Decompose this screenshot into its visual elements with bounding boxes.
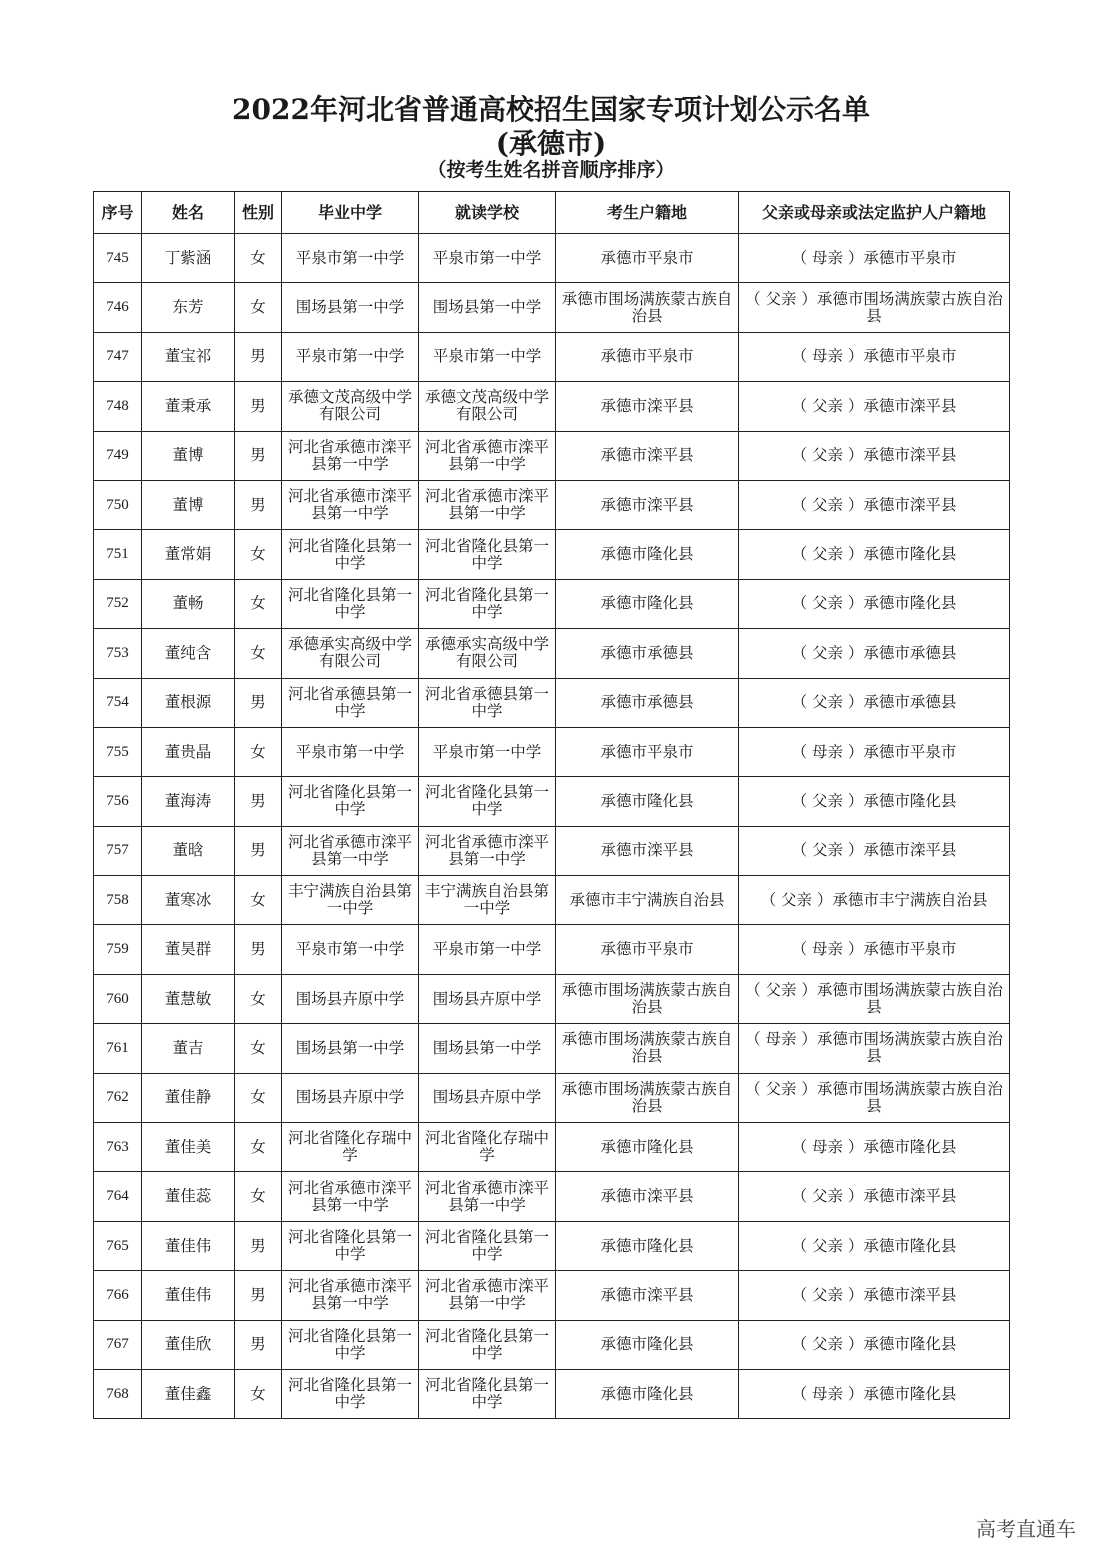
table-row bbox=[94, 1123, 1010, 1172]
gender-cell: 女 bbox=[235, 1369, 282, 1418]
gender-cell: 男 bbox=[235, 431, 282, 480]
table-row bbox=[94, 876, 1010, 925]
graduated-school-cell: 丰宁满族自治县第一中学 bbox=[282, 876, 419, 925]
current-school-cell: 围场县卉原中学 bbox=[419, 974, 556, 1023]
graduated-school-cell: 河北省隆化县第一中学 bbox=[282, 530, 419, 579]
guardian-household-cell: （ 母亲 ）承德市平泉市 bbox=[739, 234, 1010, 283]
current-school-cell: 河北省承德市滦平县第一中学 bbox=[419, 431, 556, 480]
table-row bbox=[94, 1320, 1010, 1369]
row-number-cell: 749 bbox=[94, 431, 142, 480]
graduated-school-cell: 平泉市第一中学 bbox=[282, 332, 419, 381]
guardian-household-cell: （ 父亲 ）承德市滦平县 bbox=[739, 382, 1010, 431]
column-header: 毕业中学 bbox=[282, 192, 419, 234]
row-number-cell: 768 bbox=[94, 1369, 142, 1418]
guardian-household-cell: （ 父亲 ）承德市承德县 bbox=[739, 629, 1010, 678]
student-household-cell: 承德市围场满族蒙古族自治县 bbox=[556, 1073, 739, 1122]
gender-cell: 女 bbox=[235, 1172, 282, 1221]
gender-cell: 男 bbox=[235, 678, 282, 727]
table-row bbox=[94, 283, 1010, 332]
student-household-cell: 承德市平泉市 bbox=[556, 332, 739, 381]
gender-cell: 男 bbox=[235, 826, 282, 875]
guardian-household-cell: （ 父亲 ）承德市滦平县 bbox=[739, 826, 1010, 875]
row-number-cell: 767 bbox=[94, 1320, 142, 1369]
student-name-cell: 董贵晶 bbox=[142, 727, 235, 776]
graduated-school-cell: 河北省承德市滦平县第一中学 bbox=[282, 480, 419, 529]
current-school-cell: 河北省承德市滦平县第一中学 bbox=[419, 1172, 556, 1221]
student-household-cell: 承德市滦平县 bbox=[556, 1271, 739, 1320]
column-header: 姓名 bbox=[142, 192, 235, 234]
gender-cell: 男 bbox=[235, 925, 282, 974]
gender-cell: 男 bbox=[235, 1320, 282, 1369]
row-number-cell: 765 bbox=[94, 1221, 142, 1270]
row-number-cell: 755 bbox=[94, 727, 142, 776]
student-name-cell: 丁紫涵 bbox=[142, 234, 235, 283]
gender-cell: 女 bbox=[235, 234, 282, 283]
guardian-household-cell: （ 父亲 ）承德市隆化县 bbox=[739, 1320, 1010, 1369]
current-school-cell: 平泉市第一中学 bbox=[419, 332, 556, 381]
table-row bbox=[94, 826, 1010, 875]
student-household-cell: 承德市围场满族蒙古族自治县 bbox=[556, 283, 739, 332]
student-household-cell: 承德市围场满族蒙古族自治县 bbox=[556, 974, 739, 1023]
row-number-cell: 747 bbox=[94, 332, 142, 381]
table-row bbox=[94, 1073, 1010, 1122]
row-number-cell: 752 bbox=[94, 579, 142, 628]
current-school-cell: 河北省隆化县第一中学 bbox=[419, 579, 556, 628]
student-name-cell: 董佳静 bbox=[142, 1073, 235, 1122]
table-row bbox=[94, 332, 1010, 381]
row-number-cell: 761 bbox=[94, 1024, 142, 1073]
sort-note: （按考生姓名拼音顺序排序） bbox=[427, 159, 675, 181]
graduated-school-cell: 平泉市第一中学 bbox=[282, 727, 419, 776]
student-household-cell: 承德市隆化县 bbox=[556, 1123, 739, 1172]
row-number-cell: 750 bbox=[94, 480, 142, 529]
row-number-cell: 745 bbox=[94, 234, 142, 283]
table-row bbox=[94, 727, 1010, 776]
gender-cell: 男 bbox=[235, 777, 282, 826]
guardian-household-cell: （ 母亲 ）承德市隆化县 bbox=[739, 1123, 1010, 1172]
table-row bbox=[94, 234, 1010, 283]
current-school-cell: 河北省隆化存瑞中学 bbox=[419, 1123, 556, 1172]
column-header: 序号 bbox=[94, 192, 142, 234]
gender-cell: 男 bbox=[235, 1221, 282, 1270]
student-name-cell: 董佳蕊 bbox=[142, 1172, 235, 1221]
current-school-cell: 河北省隆化县第一中学 bbox=[419, 1221, 556, 1270]
table-row bbox=[94, 777, 1010, 826]
student-name-cell: 董寒冰 bbox=[142, 876, 235, 925]
current-school-cell: 围场县第一中学 bbox=[419, 1024, 556, 1073]
graduated-school-cell: 围场县第一中学 bbox=[282, 1024, 419, 1073]
roster-table bbox=[93, 191, 1010, 1419]
graduated-school-cell: 河北省隆化县第一中学 bbox=[282, 579, 419, 628]
student-name-cell: 董昊群 bbox=[142, 925, 235, 974]
student-household-cell: 承德市承德县 bbox=[556, 678, 739, 727]
guardian-household-cell: （ 父亲 ）承德市丰宁满族自治县 bbox=[739, 876, 1010, 925]
student-name-cell: 董慧敏 bbox=[142, 974, 235, 1023]
student-household-cell: 承德市平泉市 bbox=[556, 925, 739, 974]
student-name-cell: 东芳 bbox=[142, 283, 235, 332]
current-school-cell: 河北省承德市滦平县第一中学 bbox=[419, 1271, 556, 1320]
current-school-cell: 平泉市第一中学 bbox=[419, 234, 556, 283]
gender-cell: 男 bbox=[235, 382, 282, 431]
student-household-cell: 承德市平泉市 bbox=[556, 234, 739, 283]
gender-cell: 男 bbox=[235, 480, 282, 529]
graduated-school-cell: 围场县卉原中学 bbox=[282, 1073, 419, 1122]
row-number-cell: 754 bbox=[94, 678, 142, 727]
student-household-cell: 承德市平泉市 bbox=[556, 727, 739, 776]
gender-cell: 女 bbox=[235, 629, 282, 678]
current-school-cell: 河北省承德县第一中学 bbox=[419, 678, 556, 727]
student-name-cell: 董常娟 bbox=[142, 530, 235, 579]
student-name-cell: 董纯含 bbox=[142, 629, 235, 678]
row-number-cell: 766 bbox=[94, 1271, 142, 1320]
student-household-cell: 承德市围场满族蒙古族自治县 bbox=[556, 1024, 739, 1073]
student-name-cell: 董畅 bbox=[142, 579, 235, 628]
student-household-cell: 承德市滦平县 bbox=[556, 826, 739, 875]
student-household-cell: 承德市滦平县 bbox=[556, 431, 739, 480]
table-row bbox=[94, 530, 1010, 579]
current-school-cell: 围场县第一中学 bbox=[419, 283, 556, 332]
guardian-household-cell: （ 父亲 ）承德市隆化县 bbox=[739, 579, 1010, 628]
graduated-school-cell: 河北省隆化县第一中学 bbox=[282, 1320, 419, 1369]
row-number-cell: 762 bbox=[94, 1073, 142, 1122]
current-school-cell: 承德承实高级中学有限公司 bbox=[419, 629, 556, 678]
student-name-cell: 董佳伟 bbox=[142, 1271, 235, 1320]
table-body bbox=[94, 234, 1010, 1419]
student-name-cell: 董吉 bbox=[142, 1024, 235, 1073]
row-number-cell: 763 bbox=[94, 1123, 142, 1172]
gender-cell: 男 bbox=[235, 332, 282, 381]
guardian-household-cell: （ 母亲 ）承德市平泉市 bbox=[739, 925, 1010, 974]
student-name-cell: 董宝祁 bbox=[142, 332, 235, 381]
document-subtitle: (承德市) bbox=[495, 127, 607, 160]
row-number-cell: 760 bbox=[94, 974, 142, 1023]
student-household-cell: 承德市隆化县 bbox=[556, 579, 739, 628]
table-row bbox=[94, 974, 1010, 1023]
student-name-cell: 董博 bbox=[142, 431, 235, 480]
gender-cell: 女 bbox=[235, 1123, 282, 1172]
table-row bbox=[94, 678, 1010, 727]
gender-cell: 女 bbox=[235, 283, 282, 332]
watermark-text: 高考直通车 bbox=[976, 1517, 1076, 1541]
guardian-household-cell: （ 父亲 ）承德市承德县 bbox=[739, 678, 1010, 727]
current-school-cell: 河北省隆化县第一中学 bbox=[419, 777, 556, 826]
student-name-cell: 董海涛 bbox=[142, 777, 235, 826]
gender-cell: 女 bbox=[235, 579, 282, 628]
guardian-household-cell: （ 父亲 ）承德市滦平县 bbox=[739, 431, 1010, 480]
student-household-cell: 承德市滦平县 bbox=[556, 480, 739, 529]
guardian-household-cell: （ 母亲 ）承德市平泉市 bbox=[739, 332, 1010, 381]
current-school-cell: 河北省隆化县第一中学 bbox=[419, 1369, 556, 1418]
row-number-cell: 753 bbox=[94, 629, 142, 678]
graduated-school-cell: 承德文茂高级中学有限公司 bbox=[282, 382, 419, 431]
column-header: 就读学校 bbox=[419, 192, 556, 234]
graduated-school-cell: 河北省承德县第一中学 bbox=[282, 678, 419, 727]
guardian-household-cell: （ 父亲 ）承德市围场满族蒙古族自治县 bbox=[739, 1073, 1010, 1122]
graduated-school-cell: 承德承实高级中学有限公司 bbox=[282, 629, 419, 678]
guardian-household-cell: （ 父亲 ）承德市隆化县 bbox=[739, 530, 1010, 579]
student-name-cell: 董佳鑫 bbox=[142, 1369, 235, 1418]
row-number-cell: 746 bbox=[94, 283, 142, 332]
gender-cell: 女 bbox=[235, 876, 282, 925]
student-name-cell: 董秉承 bbox=[142, 382, 235, 431]
current-school-cell: 平泉市第一中学 bbox=[419, 925, 556, 974]
document-title: 2022年河北省普通高校招生国家专项计划公示名单 bbox=[232, 93, 870, 126]
student-name-cell: 董根源 bbox=[142, 678, 235, 727]
table-row bbox=[94, 1172, 1010, 1221]
student-name-cell: 董佳欣 bbox=[142, 1320, 235, 1369]
student-household-cell: 承德市隆化县 bbox=[556, 530, 739, 579]
student-name-cell: 董晗 bbox=[142, 826, 235, 875]
guardian-household-cell: （ 母亲 ）承德市隆化县 bbox=[739, 1369, 1010, 1418]
table-row bbox=[94, 1369, 1010, 1418]
gender-cell: 男 bbox=[235, 1271, 282, 1320]
row-number-cell: 757 bbox=[94, 826, 142, 875]
student-household-cell: 承德市隆化县 bbox=[556, 1320, 739, 1369]
guardian-household-cell: （ 父亲 ）承德市围场满族蒙古族自治县 bbox=[739, 283, 1010, 332]
table-row bbox=[94, 1221, 1010, 1270]
graduated-school-cell: 河北省承德市滦平县第一中学 bbox=[282, 826, 419, 875]
row-number-cell: 759 bbox=[94, 925, 142, 974]
gender-cell: 女 bbox=[235, 974, 282, 1023]
table-row bbox=[94, 579, 1010, 628]
guardian-household-cell: （ 父亲 ）承德市滦平县 bbox=[739, 1271, 1010, 1320]
gender-cell: 女 bbox=[235, 1073, 282, 1122]
table-header-row bbox=[94, 192, 1010, 234]
gender-cell: 女 bbox=[235, 727, 282, 776]
graduated-school-cell: 河北省承德市滦平县第一中学 bbox=[282, 1172, 419, 1221]
table-row bbox=[94, 1271, 1010, 1320]
column-header: 考生户籍地 bbox=[556, 192, 739, 234]
table-row bbox=[94, 629, 1010, 678]
row-number-cell: 758 bbox=[94, 876, 142, 925]
guardian-household-cell: （ 母亲 ）承德市围场满族蒙古族自治县 bbox=[739, 1024, 1010, 1073]
table-row bbox=[94, 431, 1010, 480]
row-number-cell: 756 bbox=[94, 777, 142, 826]
graduated-school-cell: 围场县卉原中学 bbox=[282, 974, 419, 1023]
table-row bbox=[94, 1024, 1010, 1073]
graduated-school-cell: 平泉市第一中学 bbox=[282, 925, 419, 974]
current-school-cell: 河北省承德市滦平县第一中学 bbox=[419, 480, 556, 529]
current-school-cell: 承德文茂高级中学有限公司 bbox=[419, 382, 556, 431]
guardian-household-cell: （ 父亲 ）承德市滦平县 bbox=[739, 480, 1010, 529]
student-household-cell: 承德市承德县 bbox=[556, 629, 739, 678]
graduated-school-cell: 围场县第一中学 bbox=[282, 283, 419, 332]
column-header: 父亲或母亲或法定监护人户籍地 bbox=[739, 192, 1010, 234]
student-household-cell: 承德市隆化县 bbox=[556, 1369, 739, 1418]
gender-cell: 女 bbox=[235, 1024, 282, 1073]
student-name-cell: 董博 bbox=[142, 480, 235, 529]
current-school-cell: 丰宁满族自治县第一中学 bbox=[419, 876, 556, 925]
current-school-cell: 河北省隆化县第一中学 bbox=[419, 1320, 556, 1369]
current-school-cell: 平泉市第一中学 bbox=[419, 727, 556, 776]
student-household-cell: 承德市滦平县 bbox=[556, 382, 739, 431]
table-row bbox=[94, 925, 1010, 974]
guardian-household-cell: （ 父亲 ）承德市围场满族蒙古族自治县 bbox=[739, 974, 1010, 1023]
guardian-household-cell: （ 父亲 ）承德市滦平县 bbox=[739, 1172, 1010, 1221]
graduated-school-cell: 平泉市第一中学 bbox=[282, 234, 419, 283]
current-school-cell: 河北省隆化县第一中学 bbox=[419, 530, 556, 579]
student-household-cell: 承德市滦平县 bbox=[556, 1172, 739, 1221]
graduated-school-cell: 河北省隆化县第一中学 bbox=[282, 777, 419, 826]
student-name-cell: 董佳伟 bbox=[142, 1221, 235, 1270]
guardian-household-cell: （ 母亲 ）承德市平泉市 bbox=[739, 727, 1010, 776]
table-row bbox=[94, 382, 1010, 431]
student-household-cell: 承德市隆化县 bbox=[556, 777, 739, 826]
current-school-cell: 围场县卉原中学 bbox=[419, 1073, 556, 1122]
current-school-cell: 河北省承德市滦平县第一中学 bbox=[419, 826, 556, 875]
row-number-cell: 751 bbox=[94, 530, 142, 579]
graduated-school-cell: 河北省承德市滦平县第一中学 bbox=[282, 1271, 419, 1320]
guardian-household-cell: （ 父亲 ）承德市隆化县 bbox=[739, 1221, 1010, 1270]
gender-cell: 女 bbox=[235, 530, 282, 579]
graduated-school-cell: 河北省隆化县第一中学 bbox=[282, 1221, 419, 1270]
student-household-cell: 承德市丰宁满族自治县 bbox=[556, 876, 739, 925]
table-row bbox=[94, 480, 1010, 529]
graduated-school-cell: 河北省隆化县第一中学 bbox=[282, 1369, 419, 1418]
row-number-cell: 748 bbox=[94, 382, 142, 431]
student-name-cell: 董佳美 bbox=[142, 1123, 235, 1172]
guardian-household-cell: （ 父亲 ）承德市隆化县 bbox=[739, 777, 1010, 826]
row-number-cell: 764 bbox=[94, 1172, 142, 1221]
student-household-cell: 承德市隆化县 bbox=[556, 1221, 739, 1270]
graduated-school-cell: 河北省承德市滦平县第一中学 bbox=[282, 431, 419, 480]
graduated-school-cell: 河北省隆化存瑞中学 bbox=[282, 1123, 419, 1172]
column-header: 性别 bbox=[235, 192, 282, 234]
